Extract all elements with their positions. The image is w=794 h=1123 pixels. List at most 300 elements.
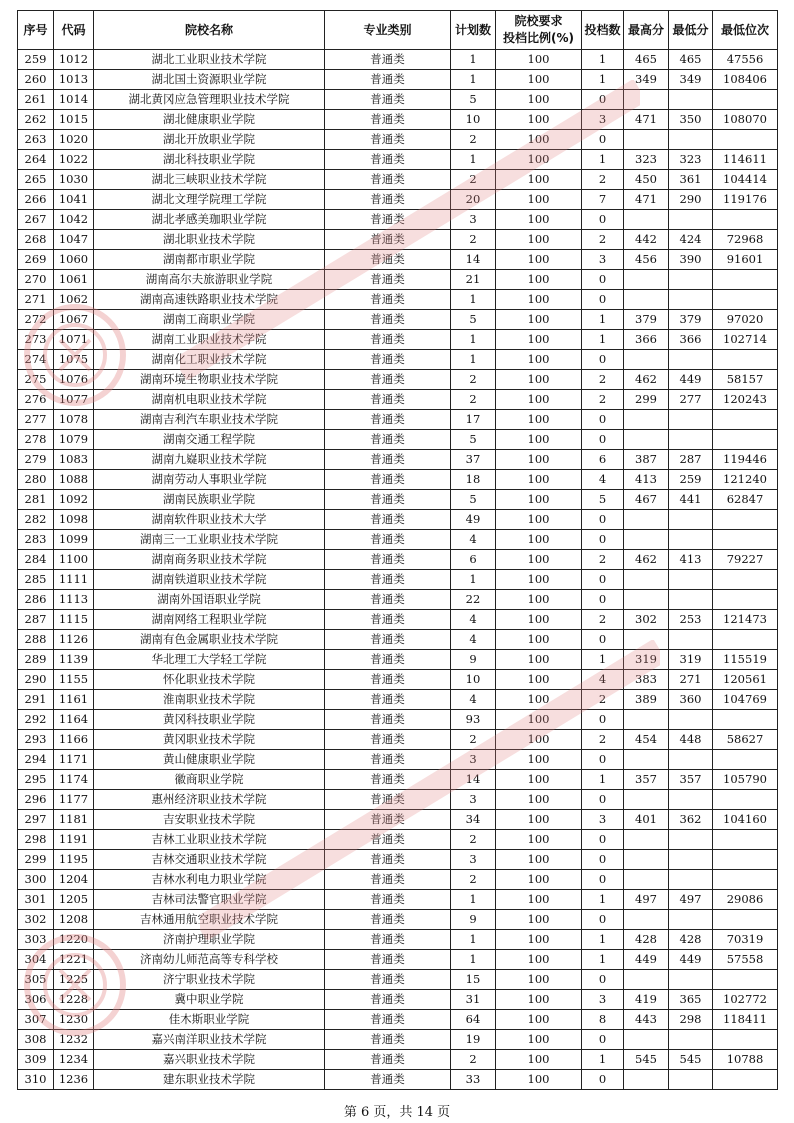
- cell-admitted: 4: [582, 670, 624, 690]
- cell-min-score: 319: [669, 650, 713, 670]
- cell-school-name: 湖北开放职业学院: [94, 130, 325, 150]
- cell-ratio: 100: [496, 930, 582, 950]
- cell-min-score: 259: [669, 470, 713, 490]
- cell-category: 普通类: [325, 530, 451, 550]
- cell-min-score: 277: [669, 390, 713, 410]
- cell-plan: 18: [451, 470, 496, 490]
- cell-min-score: 465: [669, 50, 713, 70]
- cell-plan: 2: [451, 390, 496, 410]
- header-ratio-line2: 投档比例(%): [503, 31, 574, 45]
- cell-seq: 271: [18, 290, 54, 310]
- cell-seq: 262: [18, 110, 54, 130]
- cell-min-rank: 72968: [713, 230, 778, 250]
- cell-max-score: [624, 1030, 669, 1050]
- cell-admitted: 0: [582, 430, 624, 450]
- cell-max-score: [624, 410, 669, 430]
- cell-min-score: [669, 710, 713, 730]
- cell-admitted: 1: [582, 70, 624, 90]
- cell-category: 普通类: [325, 1070, 451, 1090]
- cell-ratio: 100: [496, 550, 582, 570]
- cell-plan: 33: [451, 1070, 496, 1090]
- table-row: [18, 950, 778, 970]
- cell-seq: 280: [18, 470, 54, 490]
- table-row: [18, 650, 778, 670]
- cell-school-name: 吉林司法警官职业学院: [94, 890, 325, 910]
- cell-category: 普通类: [325, 510, 451, 530]
- cell-seq: 269: [18, 250, 54, 270]
- cell-code: 1014: [54, 90, 94, 110]
- table-row: [18, 670, 778, 690]
- cell-code: 1139: [54, 650, 94, 670]
- cell-max-score: 357: [624, 770, 669, 790]
- cell-min-rank: [713, 290, 778, 310]
- cell-category: 普通类: [325, 690, 451, 710]
- header-min-score: 最低分: [669, 11, 713, 50]
- cell-school-name: 湖北三峡职业技术学院: [94, 170, 325, 190]
- cell-category: 普通类: [325, 450, 451, 470]
- cell-ratio: 100: [496, 90, 582, 110]
- cell-seq: 279: [18, 450, 54, 470]
- cell-plan: 3: [451, 850, 496, 870]
- cell-min-rank: 79227: [713, 550, 778, 570]
- cell-seq: 282: [18, 510, 54, 530]
- cell-plan: 1: [451, 570, 496, 590]
- cell-school-name: 湖南网络工程职业学院: [94, 610, 325, 630]
- cell-min-rank: 104160: [713, 810, 778, 830]
- cell-min-rank: 121473: [713, 610, 778, 630]
- cell-seq: 273: [18, 330, 54, 350]
- cell-ratio: 100: [496, 790, 582, 810]
- cell-category: 普通类: [325, 850, 451, 870]
- cell-ratio: 100: [496, 770, 582, 790]
- cell-min-score: 365: [669, 990, 713, 1010]
- cell-code: 1098: [54, 510, 94, 530]
- cell-max-score: 387: [624, 450, 669, 470]
- cell-category: 普通类: [325, 670, 451, 690]
- cell-min-score: [669, 350, 713, 370]
- cell-min-score: 362: [669, 810, 713, 830]
- cell-code: 1078: [54, 410, 94, 430]
- cell-ratio: 100: [496, 390, 582, 410]
- cell-school-name: 湖北国土资源职业学院: [94, 70, 325, 90]
- cell-ratio: 100: [496, 50, 582, 70]
- cell-seq: 310: [18, 1070, 54, 1090]
- cell-max-score: [624, 350, 669, 370]
- cell-seq: 294: [18, 750, 54, 770]
- cell-min-rank: 120561: [713, 670, 778, 690]
- table-row: [18, 70, 778, 90]
- admission-table-container: [17, 10, 777, 1090]
- header-code: 代码: [54, 11, 94, 50]
- cell-max-score: 471: [624, 110, 669, 130]
- cell-plan: 37: [451, 450, 496, 470]
- cell-admitted: 0: [582, 590, 624, 610]
- cell-seq: 303: [18, 930, 54, 950]
- cell-category: 普通类: [325, 230, 451, 250]
- cell-category: 普通类: [325, 830, 451, 850]
- cell-min-score: [669, 830, 713, 850]
- cell-code: 1067: [54, 310, 94, 330]
- cell-ratio: 100: [496, 150, 582, 170]
- cell-school-name: 嘉兴职业技术学院: [94, 1050, 325, 1070]
- cell-category: 普通类: [325, 890, 451, 910]
- table-row: [18, 330, 778, 350]
- cell-category: 普通类: [325, 190, 451, 210]
- cell-school-name: 湖南铁道职业技术学院: [94, 570, 325, 590]
- cell-min-score: 360: [669, 690, 713, 710]
- table-row: [18, 850, 778, 870]
- cell-min-rank: 120243: [713, 390, 778, 410]
- cell-category: 普通类: [325, 630, 451, 650]
- cell-seq: 291: [18, 690, 54, 710]
- cell-code: 1076: [54, 370, 94, 390]
- cell-seq: 299: [18, 850, 54, 870]
- cell-min-rank: 97020: [713, 310, 778, 330]
- cell-plan: 14: [451, 770, 496, 790]
- cell-school-name: 湖南吉利汽车职业技术学院: [94, 410, 325, 430]
- header-category: 专业类别: [325, 11, 451, 50]
- table-row: [18, 470, 778, 490]
- cell-ratio: 100: [496, 1010, 582, 1030]
- cell-max-score: 299: [624, 390, 669, 410]
- cell-ratio: 100: [496, 470, 582, 490]
- table-row: [18, 170, 778, 190]
- cell-school-name: 惠州经济职业技术学院: [94, 790, 325, 810]
- cell-ratio: 100: [496, 570, 582, 590]
- cell-plan: 22: [451, 590, 496, 610]
- cell-min-score: [669, 210, 713, 230]
- cell-school-name: 吉林交通职业技术学院: [94, 850, 325, 870]
- cell-min-score: [669, 850, 713, 870]
- cell-category: 普通类: [325, 50, 451, 70]
- cell-min-score: 545: [669, 1050, 713, 1070]
- cell-plan: 2: [451, 130, 496, 150]
- cell-seq: 275: [18, 370, 54, 390]
- cell-category: 普通类: [325, 110, 451, 130]
- cell-max-score: 323: [624, 150, 669, 170]
- cell-admitted: 0: [582, 830, 624, 850]
- cell-category: 普通类: [325, 970, 451, 990]
- cell-plan: 1: [451, 150, 496, 170]
- cell-category: 普通类: [325, 310, 451, 330]
- cell-code: 1113: [54, 590, 94, 610]
- cell-min-score: 390: [669, 250, 713, 270]
- cell-seq: 292: [18, 710, 54, 730]
- cell-ratio: 100: [496, 110, 582, 130]
- cell-ratio: 100: [496, 270, 582, 290]
- cell-max-score: 389: [624, 690, 669, 710]
- cell-admitted: 0: [582, 270, 624, 290]
- cell-code: 1061: [54, 270, 94, 290]
- cell-min-score: 497: [669, 890, 713, 910]
- cell-ratio: 100: [496, 750, 582, 770]
- table-row: [18, 770, 778, 790]
- cell-plan: 93: [451, 710, 496, 730]
- cell-admitted: 0: [582, 1030, 624, 1050]
- cell-seq: 298: [18, 830, 54, 850]
- cell-code: 1030: [54, 170, 94, 190]
- header-min-rank: 最低位次: [713, 11, 778, 50]
- cell-min-rank: 115519: [713, 650, 778, 670]
- cell-admitted: 3: [582, 250, 624, 270]
- cell-plan: 31: [451, 990, 496, 1010]
- cell-max-score: [624, 210, 669, 230]
- cell-max-score: [624, 290, 669, 310]
- cell-ratio: 100: [496, 670, 582, 690]
- table-row: [18, 750, 778, 770]
- cell-max-score: 379: [624, 310, 669, 330]
- cell-max-score: [624, 1070, 669, 1090]
- admission-table: [17, 10, 778, 1090]
- cell-seq: 259: [18, 50, 54, 70]
- cell-code: 1205: [54, 890, 94, 910]
- cell-min-rank: [713, 750, 778, 770]
- cell-min-rank: 58157: [713, 370, 778, 390]
- cell-plan: 1: [451, 50, 496, 70]
- table-row: [18, 430, 778, 450]
- cell-min-rank: 104414: [713, 170, 778, 190]
- cell-ratio: 100: [496, 910, 582, 930]
- cell-min-rank: 47556: [713, 50, 778, 70]
- cell-plan: 1: [451, 890, 496, 910]
- cell-admitted: 5: [582, 490, 624, 510]
- cell-code: 1236: [54, 1070, 94, 1090]
- cell-max-score: [624, 830, 669, 850]
- cell-seq: 261: [18, 90, 54, 110]
- cell-school-name: 黄冈科技职业学院: [94, 710, 325, 730]
- cell-max-score: 465: [624, 50, 669, 70]
- table-row: [18, 310, 778, 330]
- cell-category: 普通类: [325, 330, 451, 350]
- table-row: [18, 630, 778, 650]
- cell-min-rank: 70319: [713, 930, 778, 950]
- cell-min-score: [669, 910, 713, 930]
- cell-ratio: 100: [496, 370, 582, 390]
- cell-code: 1208: [54, 910, 94, 930]
- cell-category: 普通类: [325, 1030, 451, 1050]
- cell-code: 1079: [54, 430, 94, 450]
- cell-code: 1126: [54, 630, 94, 650]
- cell-ratio: 100: [496, 950, 582, 970]
- cell-max-score: [624, 630, 669, 650]
- cell-seq: 283: [18, 530, 54, 550]
- cell-min-score: [669, 750, 713, 770]
- cell-school-name: 湖南劳动人事职业学院: [94, 470, 325, 490]
- cell-category: 普通类: [325, 70, 451, 90]
- cell-category: 普通类: [325, 370, 451, 390]
- cell-min-score: 298: [669, 1010, 713, 1030]
- cell-school-name: 湖南工商职业学院: [94, 310, 325, 330]
- cell-seq: 305: [18, 970, 54, 990]
- cell-min-score: [669, 510, 713, 530]
- cell-code: 1161: [54, 690, 94, 710]
- table-row: [18, 910, 778, 930]
- cell-min-rank: 108406: [713, 70, 778, 90]
- cell-plan: 5: [451, 490, 496, 510]
- table-row: [18, 810, 778, 830]
- cell-min-rank: [713, 270, 778, 290]
- cell-seq: 274: [18, 350, 54, 370]
- cell-max-score: 383: [624, 670, 669, 690]
- cell-min-rank: 57558: [713, 950, 778, 970]
- cell-school-name: 湖北职业技术学院: [94, 230, 325, 250]
- cell-min-rank: [713, 970, 778, 990]
- header-ratio: [496, 11, 582, 50]
- cell-school-name: 湖南民族职业学院: [94, 490, 325, 510]
- cell-category: 普通类: [325, 410, 451, 430]
- cell-ratio: 100: [496, 70, 582, 90]
- table-row: [18, 930, 778, 950]
- table-row: [18, 590, 778, 610]
- cell-school-name: 吉林工业职业技术学院: [94, 830, 325, 850]
- cell-admitted: 1: [582, 950, 624, 970]
- cell-school-name: 湖南机电职业技术学院: [94, 390, 325, 410]
- cell-max-score: [624, 590, 669, 610]
- cell-ratio: 100: [496, 130, 582, 150]
- cell-seq: 288: [18, 630, 54, 650]
- cell-min-rank: [713, 350, 778, 370]
- cell-seq: 265: [18, 170, 54, 190]
- table-row: [18, 990, 778, 1010]
- cell-plan: 10: [451, 110, 496, 130]
- cell-min-score: 449: [669, 370, 713, 390]
- cell-code: 1041: [54, 190, 94, 210]
- cell-ratio: 100: [496, 430, 582, 450]
- cell-ratio: 100: [496, 230, 582, 250]
- cell-min-score: 448: [669, 730, 713, 750]
- cell-min-rank: [713, 850, 778, 870]
- cell-max-score: [624, 850, 669, 870]
- cell-plan: 9: [451, 910, 496, 930]
- cell-code: 1022: [54, 150, 94, 170]
- cell-min-score: 361: [669, 170, 713, 190]
- table-row: [18, 50, 778, 70]
- cell-min-score: [669, 270, 713, 290]
- cell-plan: 64: [451, 1010, 496, 1030]
- cell-category: 普通类: [325, 790, 451, 810]
- cell-plan: 2: [451, 870, 496, 890]
- cell-min-score: 290: [669, 190, 713, 210]
- cell-school-name: 湖南环境生物职业技术学院: [94, 370, 325, 390]
- header-school-name: 院校名称: [94, 11, 325, 50]
- cell-plan: 2: [451, 830, 496, 850]
- table-row: [18, 870, 778, 890]
- cell-min-rank: [713, 910, 778, 930]
- cell-min-rank: 91601: [713, 250, 778, 270]
- cell-max-score: 413: [624, 470, 669, 490]
- cell-ratio: 100: [496, 330, 582, 350]
- cell-code: 1171: [54, 750, 94, 770]
- table-row: [18, 150, 778, 170]
- cell-max-score: 450: [624, 170, 669, 190]
- header-ratio-line1: 院校要求: [514, 14, 563, 28]
- cell-max-score: 545: [624, 1050, 669, 1070]
- cell-school-name: 湖南有色金属职业技术学院: [94, 630, 325, 650]
- cell-plan: 34: [451, 810, 496, 830]
- cell-plan: 4: [451, 690, 496, 710]
- cell-code: 1042: [54, 210, 94, 230]
- cell-plan: 49: [451, 510, 496, 530]
- table-row: [18, 730, 778, 750]
- cell-min-score: 424: [669, 230, 713, 250]
- cell-min-rank: [713, 1030, 778, 1050]
- table-header-row: [18, 11, 778, 50]
- cell-admitted: 2: [582, 550, 624, 570]
- cell-min-rank: [713, 90, 778, 110]
- cell-min-rank: 105790: [713, 770, 778, 790]
- cell-school-name: 怀化职业技术学院: [94, 670, 325, 690]
- cell-school-name: 湖南都市职业学院: [94, 250, 325, 270]
- table-row: [18, 210, 778, 230]
- cell-admitted: 0: [582, 910, 624, 930]
- table-row: [18, 350, 778, 370]
- cell-min-rank: [713, 210, 778, 230]
- cell-code: 1092: [54, 490, 94, 510]
- cell-max-score: [624, 910, 669, 930]
- cell-min-rank: [713, 830, 778, 850]
- cell-seq: 295: [18, 770, 54, 790]
- cell-school-name: 湖南高速铁路职业技术学院: [94, 290, 325, 310]
- table-row: [18, 390, 778, 410]
- cell-category: 普通类: [325, 390, 451, 410]
- cell-plan: 14: [451, 250, 496, 270]
- cell-min-score: 349: [669, 70, 713, 90]
- cell-max-score: 319: [624, 650, 669, 670]
- table-row: [18, 690, 778, 710]
- cell-ratio: 100: [496, 890, 582, 910]
- cell-category: 普通类: [325, 650, 451, 670]
- cell-ratio: 100: [496, 530, 582, 550]
- cell-seq: 266: [18, 190, 54, 210]
- cell-seq: 300: [18, 870, 54, 890]
- cell-plan: 1: [451, 350, 496, 370]
- cell-admitted: 0: [582, 410, 624, 430]
- cell-admitted: 1: [582, 330, 624, 350]
- cell-min-rank: 10788: [713, 1050, 778, 1070]
- cell-code: 1013: [54, 70, 94, 90]
- cell-min-rank: 108070: [713, 110, 778, 130]
- cell-code: 1221: [54, 950, 94, 970]
- cell-plan: 3: [451, 210, 496, 230]
- cell-school-name: 嘉兴南洋职业技术学院: [94, 1030, 325, 1050]
- cell-seq: 270: [18, 270, 54, 290]
- cell-admitted: 0: [582, 290, 624, 310]
- cell-admitted: 3: [582, 990, 624, 1010]
- cell-category: 普通类: [325, 90, 451, 110]
- cell-max-score: [624, 570, 669, 590]
- cell-category: 普通类: [325, 750, 451, 770]
- cell-category: 普通类: [325, 470, 451, 490]
- cell-min-rank: 62847: [713, 490, 778, 510]
- cell-min-rank: [713, 790, 778, 810]
- cell-category: 普通类: [325, 710, 451, 730]
- cell-min-score: 379: [669, 310, 713, 330]
- cell-school-name: 湖南交通工程学院: [94, 430, 325, 450]
- cell-school-name: 济宁职业技术学院: [94, 970, 325, 990]
- cell-min-score: [669, 870, 713, 890]
- cell-category: 普通类: [325, 350, 451, 370]
- cell-category: 普通类: [325, 130, 451, 150]
- cell-category: 普通类: [325, 950, 451, 970]
- cell-category: 普通类: [325, 430, 451, 450]
- cell-ratio: 100: [496, 310, 582, 330]
- cell-seq: 277: [18, 410, 54, 430]
- cell-admitted: 0: [582, 970, 624, 990]
- cell-min-score: [669, 630, 713, 650]
- cell-ratio: 100: [496, 810, 582, 830]
- cell-admitted: 1: [582, 50, 624, 70]
- cell-code: 1234: [54, 1050, 94, 1070]
